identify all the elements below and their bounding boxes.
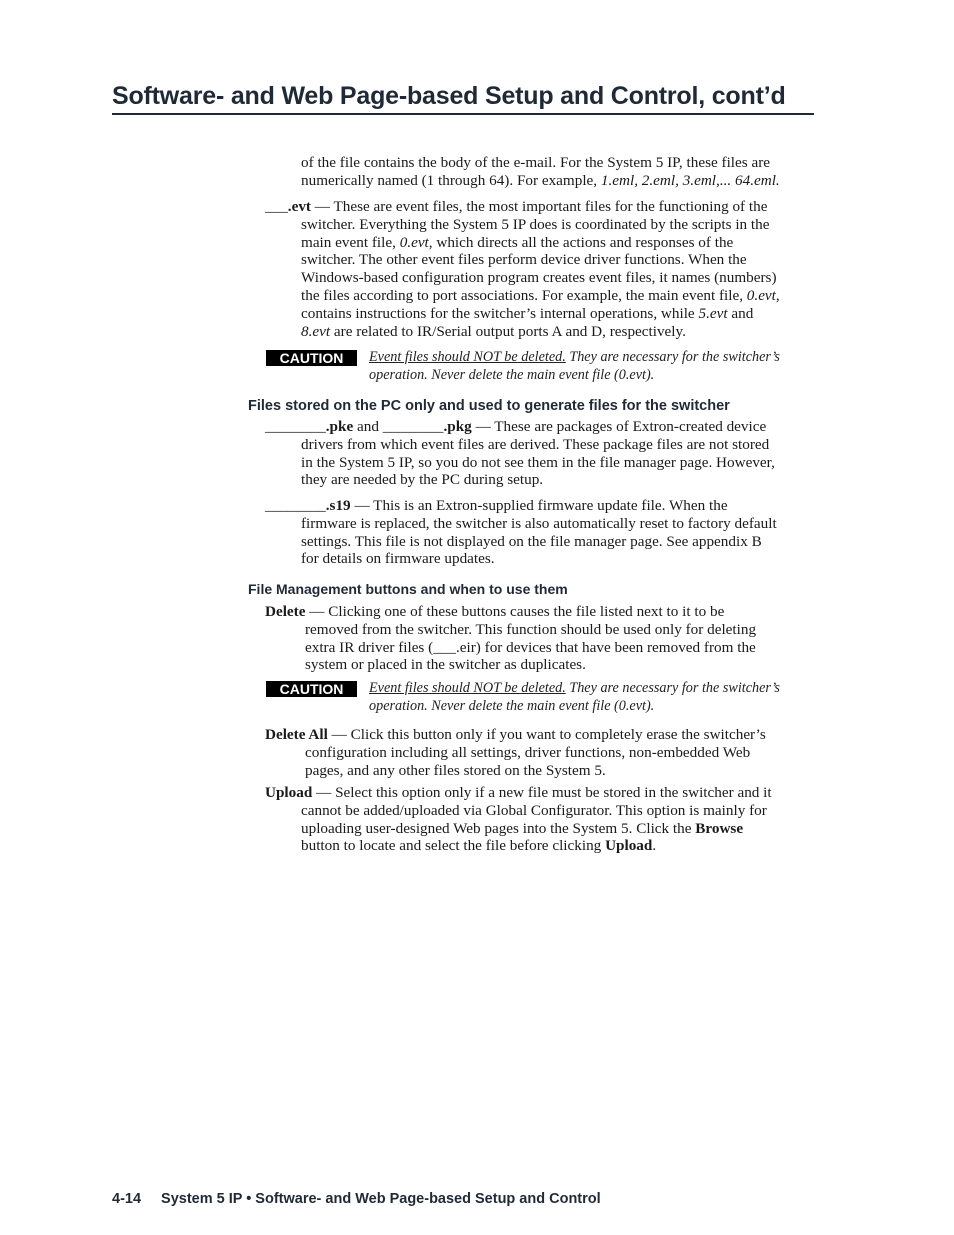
text-span: button to locate and select the file before clicking xyxy=(301,837,606,855)
filename: 0.evt xyxy=(399,233,429,251)
example-filenames: 1.eml, 2.eml, 3.eml,... 64.eml. xyxy=(600,171,780,189)
caution-badge: CAUTION xyxy=(266,681,357,697)
text-line: drivers from which event files are derived. These package files are not stored xyxy=(301,435,770,453)
file-extension: .evt xyxy=(287,198,311,215)
text-span: numerically named (1 through 64). For example, xyxy=(301,171,601,189)
text-line: system or placed in the switcher as duplicates. xyxy=(305,656,586,674)
text-span: uploading user-designed Web pages into the System 5. Click the xyxy=(301,819,696,837)
caution-warning: Event files should NOT be deleted. xyxy=(369,680,566,696)
text-span: , which directs all the actions and responses of the xyxy=(428,233,734,251)
delete-all-paragraph xyxy=(265,726,766,779)
text-line xyxy=(265,287,780,305)
caution-warning: Event files should NOT be deleted. xyxy=(369,349,566,365)
text-line: of the file contains the body of the e-mail. For the System 5 IP, these files are xyxy=(301,154,771,171)
footer-text: System 5 IP • Software- and Web Page-based Setup and Control xyxy=(161,1191,601,1207)
button-name-delete-all: Delete All xyxy=(265,726,328,743)
text-line xyxy=(265,837,772,855)
caution-note xyxy=(369,348,780,384)
file-extension: .pkg xyxy=(443,418,472,435)
text-line xyxy=(265,323,780,341)
text-span: — These are packages of Extron-created device xyxy=(471,418,767,435)
text-line: configuration including all settings, driver functions, non-embedded Web xyxy=(305,743,751,761)
blank-placeholder: ________ xyxy=(265,418,326,435)
page-number: 4-14 xyxy=(112,1191,142,1207)
text-line xyxy=(265,234,780,252)
text-line xyxy=(265,820,772,838)
filename: 8.evt xyxy=(301,322,331,340)
text-line xyxy=(265,784,772,802)
file-extension: .pke xyxy=(325,418,354,435)
page-title: Software- and Web Page-based Setup and Control, cont’d xyxy=(112,82,814,115)
intro-paragraph xyxy=(301,154,780,190)
text-span: . xyxy=(652,837,657,855)
text-span: and xyxy=(727,304,754,322)
section-heading-buttons: File Management buttons and when to use them xyxy=(248,581,568,597)
upload-paragraph xyxy=(265,784,772,855)
blank-placeholder: ________ xyxy=(265,497,326,514)
text-line xyxy=(265,305,780,323)
text-line: for details on firmware updates. xyxy=(301,550,495,568)
text-line xyxy=(265,418,775,436)
blank-placeholder: ________ xyxy=(382,418,444,435)
text-line: extra IR driver files (___.eir) for devices that have been removed from the xyxy=(305,638,756,656)
text-line: firmware is replaced, the switcher is also automatically reset to factory default xyxy=(301,514,777,532)
text-line: switcher. Everything the System 5 IP does is coordinated by the scripts in the xyxy=(301,215,770,233)
text-line: cannot be added/uploaded via Global Configurator. This option is mainly for xyxy=(301,801,767,819)
text-line xyxy=(301,172,780,190)
button-name-upload: Upload xyxy=(605,837,653,855)
text-span: They are necessary for the switcher’s xyxy=(565,349,780,365)
page-footer xyxy=(112,1191,601,1207)
text-line: pages, and any other files stored on the System 5. xyxy=(305,761,606,779)
s19-paragraph xyxy=(265,497,777,568)
pke-paragraph xyxy=(265,418,775,489)
section-heading-pc-files: Files stored on the PC only and used to generate files for the switcher xyxy=(248,398,730,414)
text-span: They are necessary for the switcher’s xyxy=(565,680,780,696)
button-name-delete: Delete xyxy=(265,603,306,620)
text-line: they are needed by the PC during setup. xyxy=(301,471,544,489)
caution-badge: CAUTION xyxy=(266,350,357,366)
text-line: operation. Never delete the main event file (0.evt). xyxy=(369,698,655,714)
text-span: the files according to port associations. For example, the main event file, xyxy=(301,286,747,304)
text-span: — Clicking one of these buttons causes the file listed next to it to be xyxy=(305,603,725,620)
text-span: main event file, xyxy=(301,233,400,251)
text-span: — These are event files, the most important files for the functioning of the xyxy=(310,198,768,215)
text-span: — Click this button only if you want to completely erase the switcher’s xyxy=(327,726,766,743)
text-line xyxy=(369,679,780,697)
text-span: — Select this option only if a new file must be stored in the switcher and it xyxy=(312,784,772,801)
text-line xyxy=(369,348,780,366)
text-span: — This is an Extron-supplied firmware update file. When the xyxy=(350,497,728,514)
text-line: Windows-based configuration program creates event files, it names (numbers) xyxy=(301,269,777,287)
button-name-browse: Browse xyxy=(695,819,744,837)
text-line: in the System 5 IP, so you do not see them in the file manager page. However, xyxy=(301,453,775,471)
button-name-upload: Upload xyxy=(265,784,313,801)
text-line xyxy=(265,198,780,216)
evt-paragraph xyxy=(265,198,780,340)
blank-placeholder: ___ xyxy=(265,198,288,215)
delete-paragraph xyxy=(265,603,756,674)
text-line xyxy=(265,497,777,515)
filename: 5.evt xyxy=(698,304,728,322)
text-line: operation. Never delete the main event file (0.evt). xyxy=(369,367,655,383)
filename: 0.evt xyxy=(746,286,776,304)
file-extension: .s19 xyxy=(325,497,351,514)
caution-note xyxy=(369,679,780,715)
text-span: and xyxy=(353,418,383,435)
text-span: contains instructions for the switcher’s internal operations, while xyxy=(301,304,699,322)
text-line xyxy=(265,603,756,621)
text-line xyxy=(265,726,766,744)
text-span: , xyxy=(775,286,780,304)
text-line: removed from the switcher. This function should be used only for deleting xyxy=(305,620,757,638)
text-line: settings. This file is not displayed on the file manager page. See appendix B xyxy=(301,532,762,550)
text-line: switcher. The other event files perform device driver functions. When the xyxy=(301,251,747,269)
text-span: are related to IR/Serial output ports A and D, respectively. xyxy=(330,322,686,340)
